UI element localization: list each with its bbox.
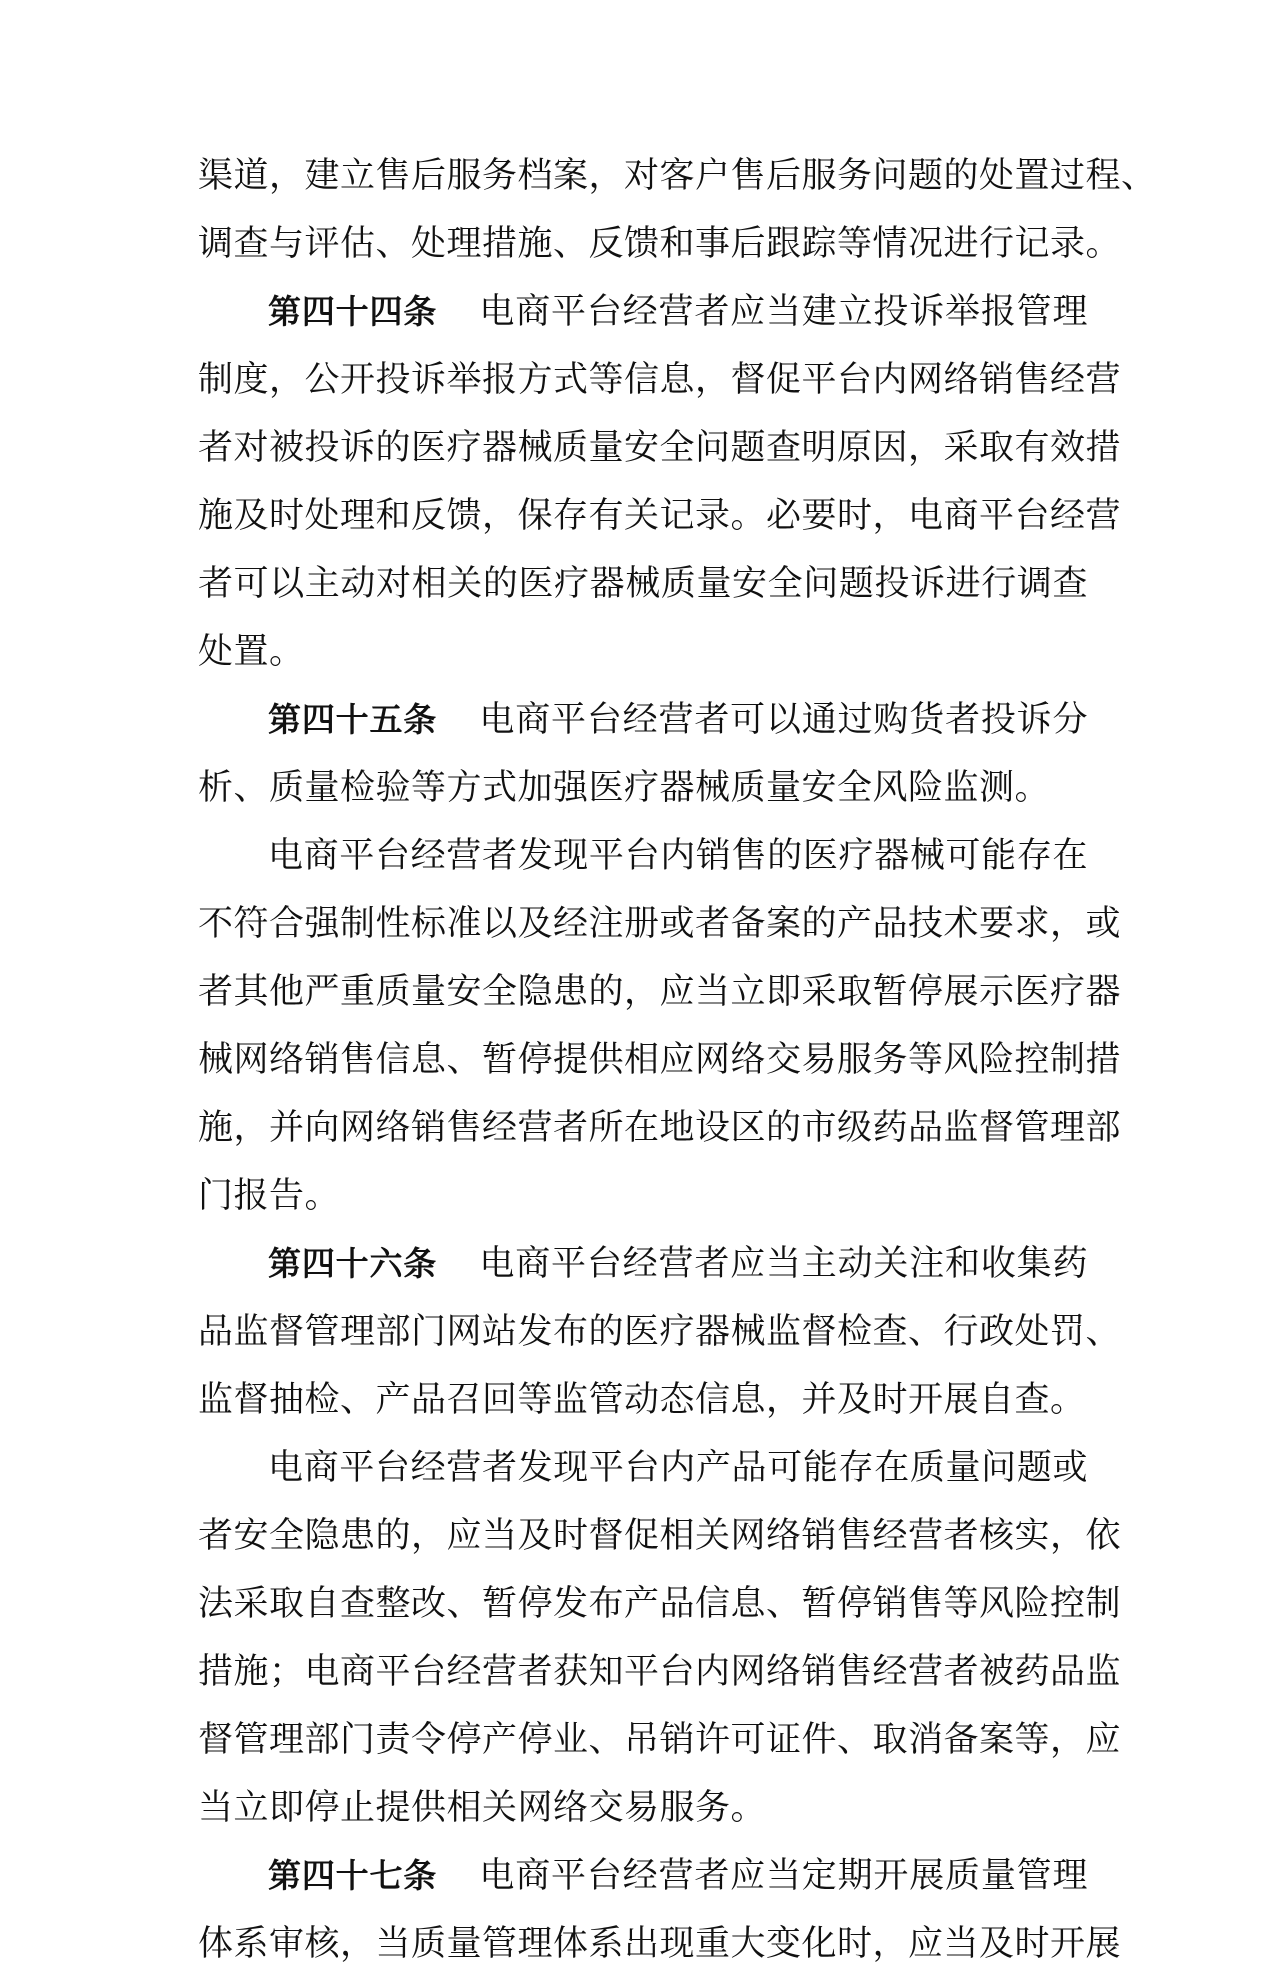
- text-line: 监督抽检、产品召回等监管动态信息，并及时开展自查。: [198, 1380, 1086, 1420]
- text-line: 施及时处理和反馈，保存有关记录。必要时，电商平台经营: [198, 496, 1122, 536]
- text-line: 电商平台经营者发现平台内产品可能存在质量问题或: [268, 1448, 1088, 1488]
- text-line: 门报告。: [198, 1176, 341, 1216]
- text-line: [198, 686, 1088, 754]
- article-44: [198, 278, 1122, 686]
- text-line: 施，并向网络销售经营者所在地设区的市级药品监督管理部: [198, 1108, 1122, 1148]
- text-line: 当立即停止提供相关网络交易服务。: [198, 1788, 767, 1828]
- text-line: 析、质量检验等方式加强医疗器械质量安全风险监测。: [198, 768, 1051, 808]
- text-line: 电商平台经营者发现平台内销售的医疗器械可能存在: [268, 836, 1088, 876]
- text-line: 法采取自查整改、暂停发布产品信息、暂停销售等风险控制: [198, 1584, 1122, 1624]
- text-line: [198, 278, 1088, 346]
- article-number: 第四十四条: [268, 292, 438, 331]
- document-body: [198, 142, 1157, 1978]
- text-line: [198, 1842, 1088, 1910]
- text-line: 措施；电商平台经营者获知平台内网络销售经营者被药品监: [198, 1652, 1122, 1692]
- text-line: [198, 1230, 1088, 1298]
- article-text: 电商平台经营者应当主动关注和收集药: [479, 1244, 1088, 1284]
- article-number: 第四十五条: [268, 700, 438, 739]
- text-line: 调查与评估、处理措施、反馈和事后跟踪等情况进行记录。: [198, 224, 1122, 264]
- article-text: 电商平台经营者应当定期开展质量管理: [479, 1856, 1088, 1896]
- article-number: 第四十七条: [268, 1856, 438, 1895]
- article-text: 电商平台经营者可以通过购货者投诉分: [479, 700, 1088, 740]
- paragraph-continuation: [198, 142, 1157, 278]
- text-line: 体系审核，当质量管理体系出现重大变化时，应当及时开展: [198, 1924, 1122, 1964]
- article-45: [198, 686, 1088, 822]
- text-line: 者其他严重质量安全隐患的，应当立即采取暂停展示医疗器: [198, 972, 1122, 1012]
- article-46-paragraph-2: [198, 1434, 1122, 1842]
- article-number: 第四十六条: [268, 1244, 438, 1283]
- article-46: [198, 1230, 1122, 1434]
- article-text: 电商平台经营者应当建立投诉举报管理: [479, 292, 1088, 332]
- text-line: 者可以主动对相关的医疗器械质量安全问题投诉进行调查: [198, 564, 1088, 604]
- article-45-paragraph-2: [198, 822, 1122, 1230]
- text-line: 械网络销售信息、暂停提供相应网络交易服务等风险控制措: [198, 1040, 1122, 1080]
- text-line: 者安全隐患的，应当及时督促相关网络销售经营者核实，依: [198, 1516, 1122, 1556]
- text-line: 渠道，建立售后服务档案，对客户售后服务问题的处置过程、: [198, 156, 1157, 196]
- text-line: 处置。: [198, 632, 305, 672]
- text-line: 督管理部门责令停产停业、吊销许可证件、取消备案等，应: [198, 1720, 1122, 1760]
- article-47: [198, 1842, 1122, 1978]
- text-line: 品监督管理部门网站发布的医疗器械监督检查、行政处罚、: [198, 1312, 1122, 1352]
- text-line: 者对被投诉的医疗器械质量安全问题查明原因，采取有效措: [198, 428, 1122, 468]
- text-line: 不符合强制性标准以及经注册或者备案的产品技术要求，或: [198, 904, 1122, 944]
- text-line: 制度，公开投诉举报方式等信息，督促平台内网络销售经营: [198, 360, 1122, 400]
